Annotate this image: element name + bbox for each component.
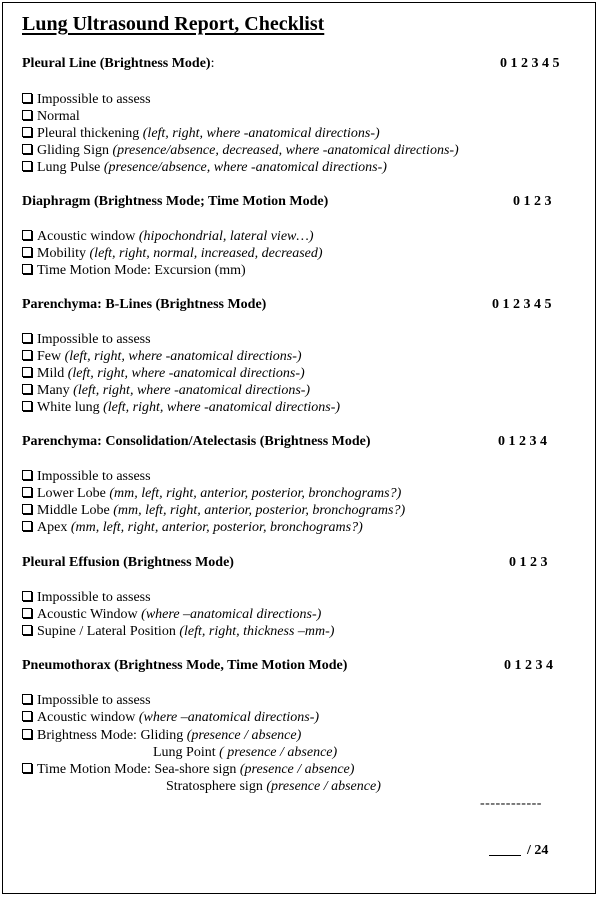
- item-note: (mm, left, right, anterior, posterior, bronchograms?): [113, 503, 406, 518]
- checklist-item[interactable]: [22, 159, 387, 176]
- checkbox[interactable]: [22, 694, 32, 704]
- score-scale-pneumothorax: 0 1 2 3 4: [504, 658, 553, 673]
- total-score: [489, 843, 548, 859]
- section-heading-colon: :: [210, 56, 215, 71]
- item-note: (where –anatomical directions-): [141, 607, 322, 622]
- score-scale-b-lines: 0 1 2 3 4 5: [492, 297, 552, 312]
- checkbox[interactable]: [22, 504, 32, 514]
- report-title: Lung Ultrasound Report, Checklist: [22, 13, 325, 35]
- checklist-item[interactable]: [22, 245, 323, 262]
- checklist-item[interactable]: [22, 262, 246, 279]
- checkbox[interactable]: [22, 161, 32, 171]
- checklist-item[interactable]: [22, 761, 354, 778]
- checkbox[interactable]: [22, 625, 32, 635]
- checkbox[interactable]: [22, 350, 32, 360]
- item-label: Many: [37, 383, 74, 398]
- checkbox[interactable]: [22, 110, 32, 120]
- checkbox[interactable]: [22, 384, 32, 394]
- item-label: Middle Lobe: [37, 503, 114, 518]
- subitem-note: (presence / absence): [266, 779, 381, 794]
- score-blank-field[interactable]: [489, 855, 521, 856]
- checkbox[interactable]: [22, 521, 32, 531]
- checklist-item[interactable]: [22, 485, 401, 502]
- item-label: Apex: [37, 520, 71, 535]
- checkbox[interactable]: [22, 470, 32, 480]
- checklist-item[interactable]: [22, 108, 80, 125]
- item-label: Time Motion Mode: Sea-shore sign: [37, 762, 240, 777]
- checkbox[interactable]: [22, 247, 32, 257]
- checklist-item[interactable]: [22, 331, 151, 348]
- checklist-item[interactable]: [22, 348, 302, 365]
- item-label: Mobility: [37, 246, 90, 261]
- checkbox[interactable]: [22, 230, 32, 240]
- subitem-label: Lung Point: [153, 745, 220, 760]
- item-label: Pleural thickening: [37, 126, 143, 141]
- subitem-label: Stratosphere sign: [166, 779, 267, 794]
- item-note: (left, right, where -anatomical directions-): [73, 383, 311, 398]
- total-divider: ------------: [480, 796, 542, 811]
- checklist-item[interactable]: [22, 589, 151, 606]
- score-scale-diaphragm: 0 1 2 3: [513, 194, 552, 209]
- item-label: Supine / Lateral Position: [37, 624, 180, 639]
- item-note: (presence / absence): [186, 728, 302, 743]
- item-note: (left, right, where -anatomical directions-): [64, 349, 302, 364]
- item-note: (presence/absence, decreased, where -anatomical directions-): [112, 143, 459, 158]
- item-label: Normal: [37, 109, 80, 124]
- item-label: Lower Lobe: [37, 486, 110, 501]
- item-label: Acoustic window: [37, 710, 139, 725]
- item-label: Impossible to assess: [37, 590, 151, 605]
- item-note: (left, right, where -anatomical directions-): [142, 126, 380, 141]
- checklist-item[interactable]: [22, 606, 321, 623]
- checklist-item[interactable]: [22, 382, 310, 399]
- checklist-item[interactable]: [22, 727, 301, 744]
- section-heading-diaphragm: Diaphragm (Brightness Mode; Time Motion Mode): [22, 194, 329, 209]
- checklist-item[interactable]: [22, 519, 363, 536]
- checklist-item[interactable]: [22, 623, 334, 640]
- section-heading-pleural-line: [22, 56, 215, 72]
- checklist-item[interactable]: [22, 692, 151, 709]
- checkbox[interactable]: [22, 608, 32, 618]
- item-label: Acoustic window: [37, 229, 139, 244]
- checklist-item[interactable]: [22, 399, 340, 416]
- checklist-item[interactable]: [22, 142, 459, 159]
- checklist-item[interactable]: [22, 228, 313, 245]
- checklist-item[interactable]: [22, 365, 305, 382]
- score-scale-pleural-line: 0 1 2 3 4 5: [500, 56, 560, 71]
- section-heading-pneumothorax: Pneumothorax (Brightness Mode, Time Motion Mode): [22, 658, 348, 673]
- item-note: (presence/absence, where -anatomical directions-): [103, 160, 387, 175]
- checkbox[interactable]: [22, 401, 32, 411]
- item-label: Acoustic Window: [37, 607, 142, 622]
- section-heading-b-lines: Parenchyma: B-Lines (Brightness Mode): [22, 297, 267, 312]
- checkbox[interactable]: [22, 711, 32, 721]
- score-scale-pleural-effusion: 0 1 2 3: [509, 555, 548, 570]
- checkbox[interactable]: [22, 333, 32, 343]
- section-heading-text: Pleural Line (Brightness Mode): [22, 56, 211, 71]
- item-label: Brightness Mode: Gliding: [37, 728, 187, 743]
- checkbox[interactable]: [22, 144, 32, 154]
- checklist-subitem: [166, 778, 381, 795]
- checkbox[interactable]: [22, 729, 32, 739]
- item-label: White lung: [37, 400, 104, 415]
- section-heading-pleural-effusion: Pleural Effusion (Brightness Mode): [22, 555, 234, 570]
- checklist-item[interactable]: [22, 502, 405, 519]
- checkbox[interactable]: [22, 367, 32, 377]
- item-label: Impossible to assess: [37, 693, 151, 708]
- checkbox[interactable]: [22, 264, 32, 274]
- item-label: Impossible to assess: [37, 92, 151, 107]
- checkbox[interactable]: [22, 127, 32, 137]
- item-note: (left, right, normal, increased, decreased): [89, 246, 323, 261]
- item-label: Impossible to assess: [37, 332, 151, 347]
- item-note: (left, right, where -anatomical directions-): [67, 366, 305, 381]
- checkbox[interactable]: [22, 591, 32, 601]
- checkbox[interactable]: [22, 763, 32, 773]
- section-heading-consolidation: Parenchyma: Consolidation/Atelectasis (Brightness Mode): [22, 434, 371, 449]
- subitem-note: ( presence / absence): [219, 745, 338, 760]
- checkbox[interactable]: [22, 93, 32, 103]
- item-note: (mm, left, right, anterior, posterior, bronchograms?): [70, 520, 363, 535]
- score-total-label: / 24: [527, 843, 549, 858]
- item-label: Few: [37, 349, 65, 364]
- item-label: Gliding Sign: [37, 143, 113, 158]
- checklist-subitem: [153, 744, 337, 761]
- score-scale-consolidation: 0 1 2 3 4: [498, 434, 547, 449]
- item-note: (where –anatomical directions-): [138, 710, 320, 725]
- checklist-item[interactable]: [22, 91, 151, 108]
- item-label: Impossible to assess: [37, 469, 151, 484]
- item-note: (left, right, thickness –mm-): [179, 624, 335, 639]
- checkbox[interactable]: [22, 487, 32, 497]
- item-note: (hipochondrial, lateral view…): [138, 229, 314, 244]
- checklist-item[interactable]: [22, 468, 151, 485]
- item-label: Time Motion Mode: Excursion (mm): [37, 263, 246, 278]
- checklist-item[interactable]: [22, 125, 380, 142]
- item-note: (left, right, where -anatomical directions-): [103, 400, 341, 415]
- checklist-item[interactable]: [22, 709, 319, 726]
- item-note: (presence / absence): [239, 762, 355, 777]
- item-label: Mild: [37, 366, 68, 381]
- item-note: (mm, left, right, anterior, posterior, bronchograms?): [109, 486, 402, 501]
- item-label: Lung Pulse: [37, 160, 104, 175]
